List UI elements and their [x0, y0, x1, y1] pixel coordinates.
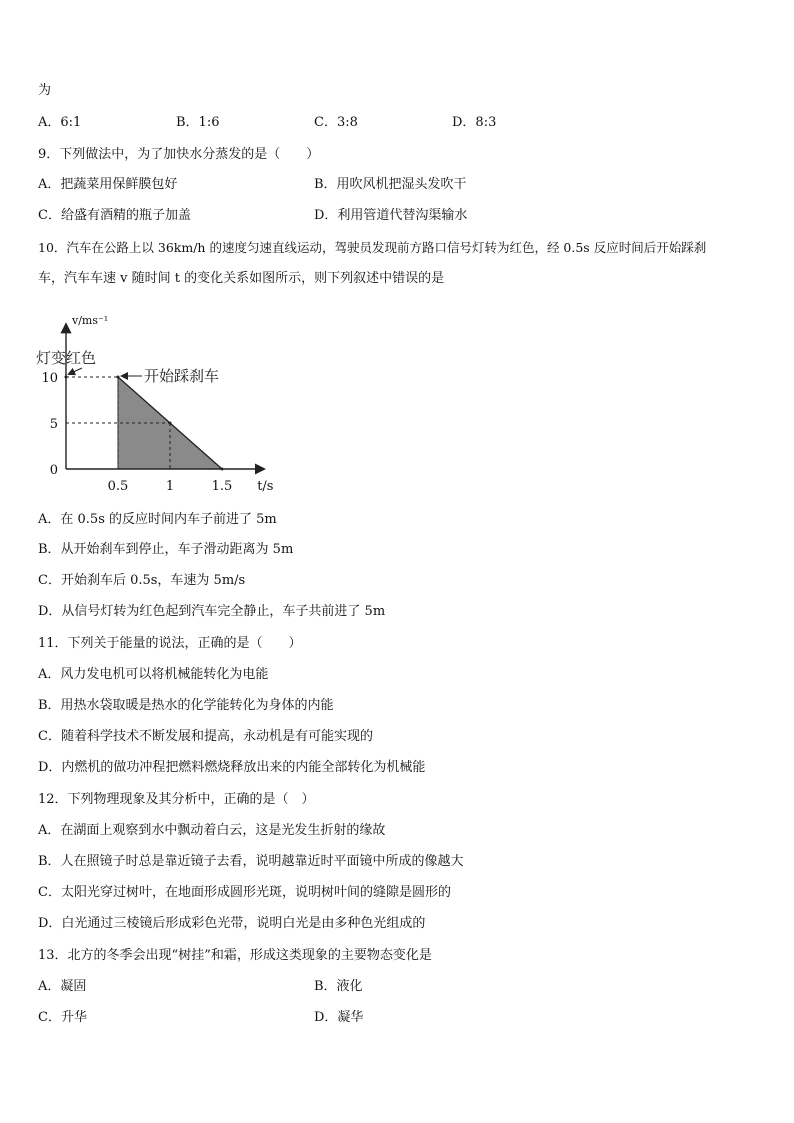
q8-option-a: A．6:1: [38, 115, 82, 130]
q8-option-d: D．8:3: [452, 115, 497, 130]
q9-option-a: A．把蔬菜用保鲜膜包好: [38, 177, 178, 192]
q12-option-b: B．人在照镜子时总是靠近镜子去看，说明越靠近时平面镜中所成的像越大: [38, 854, 464, 869]
q8-option-b: B．1:6: [176, 115, 220, 130]
q13-option-a: A．凝固: [38, 979, 87, 994]
q9-option-b: B．用吹风机把湿头发吹干: [314, 177, 467, 192]
q11-option-b: B．用热水袋取暖是热水的化学能转化为身体的内能: [38, 698, 334, 713]
y-tick-label: 5: [49, 417, 58, 432]
q12-stem: 12．下列物理现象及其分析中，正确的是（ ）: [38, 792, 315, 807]
q10-option-d: D．从信号灯转为红色起到汽车完全静止，车子共前进了 5m: [38, 604, 386, 619]
q8-option-c: C．3:8: [314, 115, 358, 130]
q11-option-a: A．风力发电机可以将机械能转化为电能: [38, 667, 269, 682]
q10-option-a: A．在 0.5s 的反应时间内车子前进了 5m: [38, 512, 277, 527]
q12-option-d: D．白光通过三棱镜后形成彩色光带，说明白光是由多种色光组成的: [38, 916, 426, 931]
q9-option-d: D．利用管道代替沟渠输水: [314, 208, 468, 223]
q12-option-a: A．在湖面上观察到水中飘动着白云，这是光发生折射的缘故: [38, 823, 386, 838]
q11-option-d: D．内燃机的做功冲程把燃料燃烧释放出来的内能全部转化为机械能: [38, 760, 426, 775]
q10-stem-line2: 车，汽车车速 v 随时间 t 的变化关系如图所示，则下列叙述中错误的是: [38, 271, 445, 286]
annotation-light-red: 灯变红色: [36, 349, 97, 367]
q8-stem-tail: 为: [38, 83, 52, 98]
data-point: [65, 376, 68, 379]
q9-stem: 9．下列做法中，为了加快水分蒸发的是（ ）: [38, 147, 320, 162]
data-point: [117, 376, 120, 379]
data-point: [221, 468, 224, 471]
q13-stem: 13．北方的冬季会出现“树挂”和霜，形成这类现象的主要物态变化是: [38, 948, 432, 963]
q10-stem-line1: 10．汽车在公路上以 36km/h 的速度匀速直线运动，驾驶员发现前方路口信号灯转为红色，经 0.5s 反应时间后开始踩刹: [38, 240, 707, 255]
x-axis-label: t/s: [257, 479, 274, 494]
y-tick-label: 0: [49, 463, 58, 478]
q11-stem: 11．下列关于能量的说法，正确的是（ ）: [38, 636, 302, 651]
q9-option-c: C．给盛有酒精的瓶子加盖: [38, 208, 191, 223]
velocity-time-graph: [30, 306, 330, 496]
q13-option-c: C．升华: [38, 1010, 87, 1025]
annotation-arrow-light-red: [69, 368, 82, 374]
y-tick-label: 10: [41, 371, 58, 386]
data-point: [169, 422, 172, 425]
x-tick-label: 1.5: [211, 479, 233, 494]
q11-option-c: C．随着科学技术不断发展和提高，永动机是有可能实现的: [38, 729, 373, 744]
y-axis-label: v/ms⁻¹: [72, 314, 109, 327]
q13-option-b: B．液化: [314, 979, 363, 994]
q10-option-b: B．从开始刹车到停止，车子滑动距离为 5m: [38, 542, 294, 557]
q12-option-c: C．太阳光穿过树叶，在地面形成圆形光斑，说明树叶间的缝隙是圆形的: [38, 885, 451, 900]
annotation-start-braking: 开始踩刹车: [144, 367, 220, 385]
q10-option-c: C．开始刹车后 0.5s，车速为 5m/s: [38, 573, 246, 588]
q13-option-d: D．凝华: [314, 1010, 364, 1025]
x-tick-label: 1: [165, 479, 175, 494]
x-tick-label: 0.5: [107, 479, 129, 494]
